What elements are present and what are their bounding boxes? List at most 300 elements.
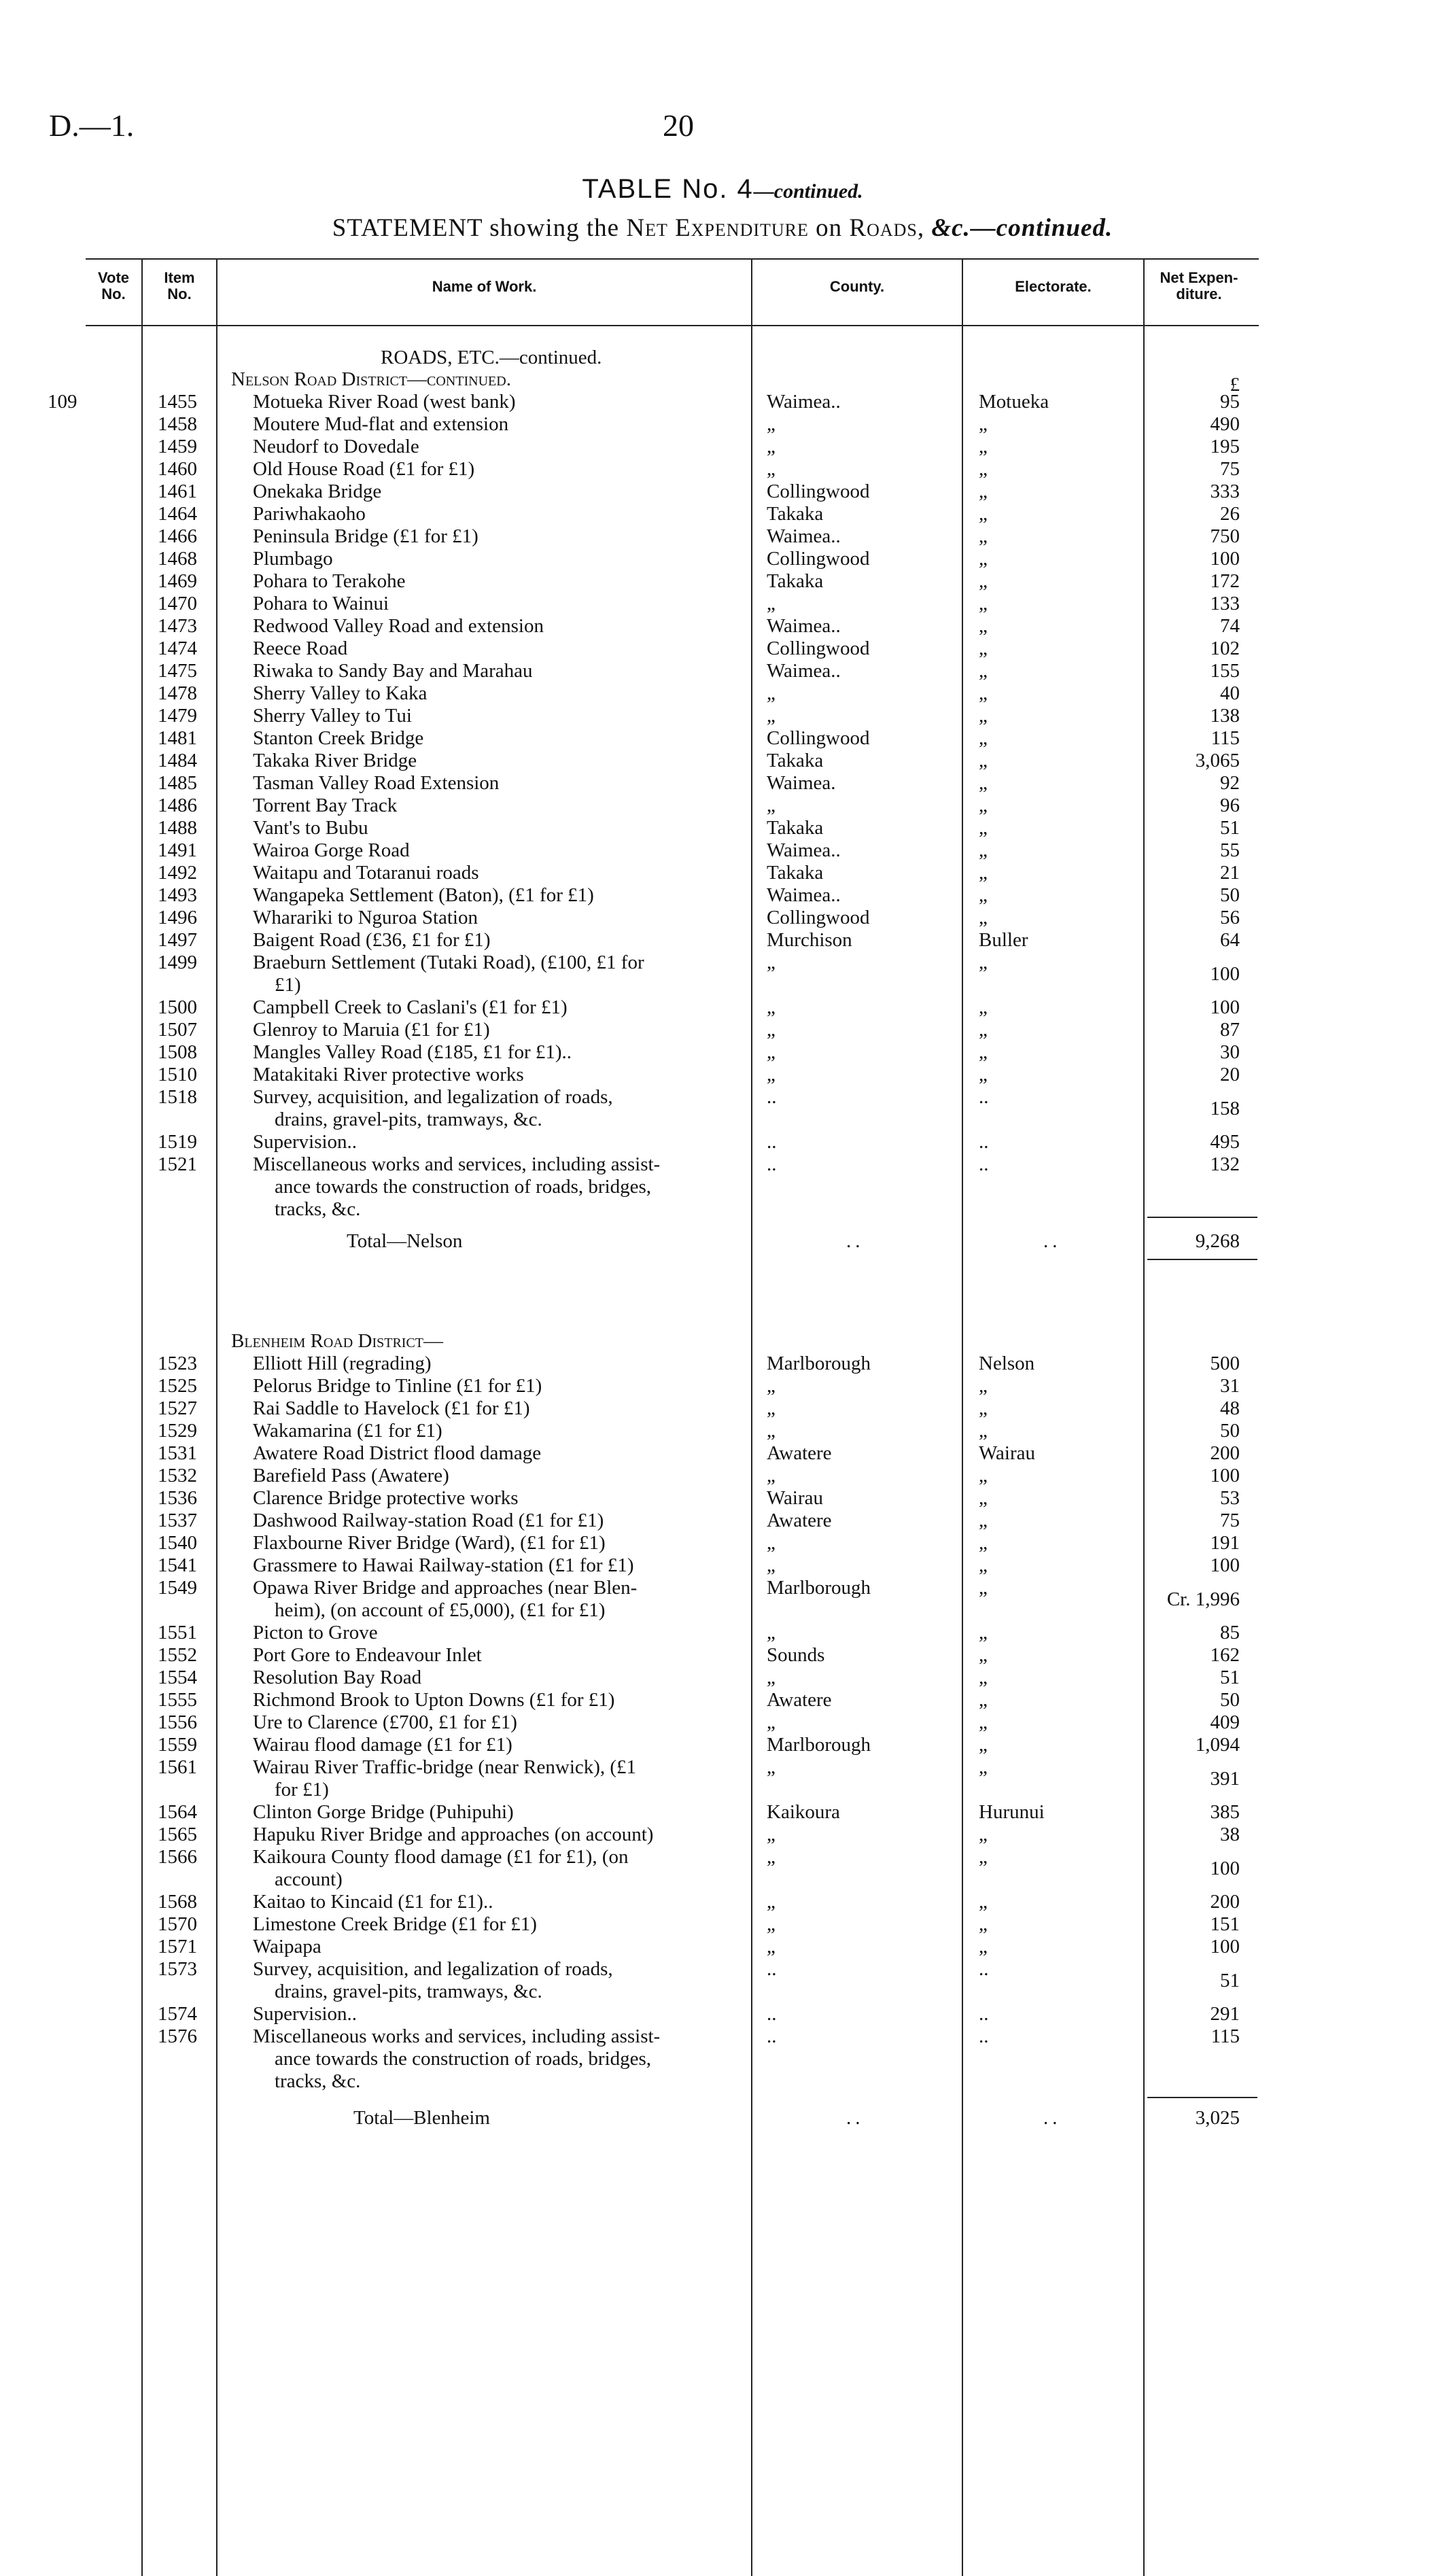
county-name: Takaka bbox=[767, 570, 824, 592]
net-expenditure: 162 bbox=[1210, 1644, 1240, 1666]
county-name: „ bbox=[767, 1913, 776, 1935]
item-number: 1475 bbox=[158, 660, 197, 682]
work-name: Sherry Valley to Tui bbox=[253, 705, 412, 727]
table-row bbox=[0, 1041, 1445, 1063]
table-row bbox=[0, 2025, 1445, 2047]
blenheim-total-value: 3,025 bbox=[1195, 2107, 1240, 2129]
county-name: .. bbox=[767, 2025, 777, 2047]
item-number: 1478 bbox=[158, 682, 197, 704]
electorate-name: „ bbox=[979, 682, 988, 704]
work-name: Resolution Bay Road bbox=[253, 1667, 422, 1688]
item-number: 1464 bbox=[158, 503, 197, 525]
table-row bbox=[0, 862, 1445, 884]
table-row bbox=[0, 1019, 1445, 1041]
net-expenditure: 85 bbox=[1220, 1622, 1240, 1643]
work-name: Port Gore to Endeavour Inlet bbox=[253, 1644, 482, 1666]
table-row bbox=[0, 1375, 1445, 1397]
statement-net-expenditure: Net Expenditure bbox=[626, 214, 809, 242]
item-number: 1468 bbox=[158, 548, 197, 570]
item-number: 1570 bbox=[158, 1913, 197, 1935]
table-row bbox=[0, 1064, 1445, 1085]
work-name: Barefield Pass (Awatere) bbox=[253, 1465, 449, 1486]
blenheim-total-elect-dots: .. bbox=[1043, 2107, 1062, 2129]
net-expenditure: 172 bbox=[1210, 570, 1240, 592]
county-name: Takaka bbox=[767, 503, 824, 525]
item-number: 1525 bbox=[158, 1375, 197, 1397]
work-name: Richmond Brook to Upton Downs (£1 for £1) bbox=[253, 1689, 615, 1711]
item-number: 1458 bbox=[158, 413, 197, 435]
net-expenditure: 20 bbox=[1220, 1064, 1240, 1085]
net-expenditure: 51 bbox=[1220, 1969, 1240, 1991]
work-name: Wairau River Traffic-bridge (near Renwick), (£1 bbox=[253, 1756, 637, 1778]
net-expenditure: 40 bbox=[1220, 682, 1240, 704]
work-name-continuation: drains, gravel-pits, tramways, &c. bbox=[275, 1981, 542, 2002]
electorate-name: „ bbox=[979, 1846, 988, 1868]
table-row bbox=[0, 952, 1445, 985]
work-name: Glenroy to Maruia (£1 for £1) bbox=[253, 1019, 490, 1041]
work-name: Supervision.. bbox=[253, 1131, 358, 1153]
electorate-name: „ bbox=[979, 638, 988, 659]
electorate-name: „ bbox=[979, 1465, 988, 1486]
electorate-name: „ bbox=[979, 1936, 988, 1957]
item-number: 1488 bbox=[158, 817, 197, 839]
electorate-name: „ bbox=[979, 1824, 988, 1845]
county-name: „ bbox=[767, 1420, 776, 1442]
table-row bbox=[0, 1824, 1445, 1845]
blenheim-total-county-dots: .. bbox=[846, 2107, 865, 2129]
electorate-name: „ bbox=[979, 1622, 988, 1643]
blenheim-total-rule bbox=[1147, 2097, 1257, 2098]
item-number: 1497 bbox=[158, 929, 197, 951]
work-name: Waipapa bbox=[253, 1936, 321, 1957]
electorate-name: „ bbox=[979, 952, 988, 973]
county-name: „ bbox=[767, 1397, 776, 1419]
col-head-electorate: Electorate. bbox=[1015, 278, 1092, 295]
work-name-continuation: for £1) bbox=[275, 1779, 329, 1800]
county-name: „ bbox=[767, 1375, 776, 1397]
work-name: Supervision.. bbox=[253, 2003, 358, 2025]
item-number: 1549 bbox=[158, 1577, 197, 1599]
county-name: Waimea.. bbox=[767, 884, 841, 906]
net-expenditure: 750 bbox=[1210, 525, 1240, 547]
electorate-name: „ bbox=[979, 817, 988, 839]
work-name: Elliott Hill (regrading) bbox=[253, 1353, 432, 1374]
work-name-continuation: ance towards the construction of roads, bridges, bbox=[275, 2048, 652, 2070]
nelson-total-bottom-rule bbox=[1147, 1259, 1257, 1260]
table-row bbox=[0, 458, 1445, 480]
county-name: „ bbox=[767, 413, 776, 435]
net-expenditure: 50 bbox=[1220, 1689, 1240, 1711]
net-expenditure: 74 bbox=[1220, 615, 1240, 637]
table-row-continuation bbox=[0, 1779, 1445, 1800]
item-number: 1565 bbox=[158, 1824, 197, 1845]
electorate-name: „ bbox=[979, 436, 988, 457]
electorate-name: Hurunui bbox=[979, 1801, 1045, 1823]
county-name: .. bbox=[767, 1153, 777, 1175]
work-name: Flaxbourne River Bridge (Ward), (£1 for £1) bbox=[253, 1532, 606, 1554]
county-name: .. bbox=[767, 1086, 777, 1108]
county-name: Takaka bbox=[767, 750, 824, 771]
table-row bbox=[0, 1086, 1445, 1119]
electorate-name: „ bbox=[979, 1891, 988, 1913]
work-name: Wakamarina (£1 for £1) bbox=[253, 1420, 442, 1442]
blenheim-total-row bbox=[0, 2107, 1445, 2129]
table-row bbox=[0, 1913, 1445, 1935]
table-row bbox=[0, 884, 1445, 906]
item-number: 1540 bbox=[158, 1532, 197, 1554]
county-name: .. bbox=[767, 1131, 777, 1153]
work-name: Wairoa Gorge Road bbox=[253, 839, 410, 861]
net-expenditure: 51 bbox=[1220, 1667, 1240, 1688]
item-number: 1554 bbox=[158, 1667, 197, 1688]
work-name: Opawa River Bridge and approaches (near Blen- bbox=[253, 1577, 638, 1599]
work-name: Wairau flood damage (£1 for £1) bbox=[253, 1734, 512, 1756]
county-name: „ bbox=[767, 1846, 776, 1868]
item-number: 1479 bbox=[158, 705, 197, 727]
work-name-continuation: tracks, &c. bbox=[275, 1198, 361, 1220]
net-expenditure: 291 bbox=[1210, 2003, 1240, 2025]
item-number: 1508 bbox=[158, 1041, 197, 1063]
table-row bbox=[0, 1465, 1445, 1486]
work-name-continuation: ance towards the construction of roads, bridges, bbox=[275, 1176, 652, 1198]
county-name: Collingwood bbox=[767, 638, 870, 659]
item-number: 1529 bbox=[158, 1420, 197, 1442]
work-name: Rai Saddle to Havelock (£1 for £1) bbox=[253, 1397, 530, 1419]
electorate-name: „ bbox=[979, 727, 988, 749]
electorate-name: „ bbox=[979, 705, 988, 727]
work-name: Miscellaneous works and services, including assist- bbox=[253, 1153, 661, 1175]
net-expenditure: 38 bbox=[1220, 1824, 1240, 1845]
electorate-name: „ bbox=[979, 907, 988, 928]
electorate-name: „ bbox=[979, 884, 988, 906]
table-row bbox=[0, 705, 1445, 727]
work-name: Survey, acquisition, and legalization of roads, bbox=[253, 1086, 613, 1108]
county-name: „ bbox=[767, 1465, 776, 1486]
electorate-name: .. bbox=[979, 1153, 989, 1175]
item-number: 1493 bbox=[158, 884, 197, 906]
work-name: Takaka River Bridge bbox=[253, 750, 417, 771]
document-reference: D.—1. bbox=[49, 108, 135, 143]
work-name: Pariwhakaoho bbox=[253, 503, 366, 525]
electorate-name: Wairau bbox=[979, 1442, 1036, 1464]
statement-lead: STATEMENT showing the bbox=[332, 214, 620, 242]
blenheim-district-heading: Blenheim Road District— bbox=[231, 1330, 443, 1352]
county-name: Waimea. bbox=[767, 772, 836, 794]
electorate-name: „ bbox=[979, 1913, 988, 1935]
item-number: 1573 bbox=[158, 1958, 197, 1980]
net-expenditure: 48 bbox=[1220, 1397, 1240, 1419]
table-row-continuation bbox=[0, 974, 1445, 996]
table-row bbox=[0, 817, 1445, 839]
net-expenditure: 100 bbox=[1210, 996, 1240, 1018]
electorate-name: „ bbox=[979, 548, 988, 570]
header-top-rule bbox=[86, 258, 1259, 260]
electorate-name: „ bbox=[979, 1532, 988, 1554]
item-number: 1518 bbox=[158, 1086, 197, 1108]
net-expenditure: 92 bbox=[1220, 772, 1240, 794]
net-expenditure: 100 bbox=[1210, 548, 1240, 570]
work-name: Miscellaneous works and services, including assist- bbox=[253, 2025, 661, 2047]
electorate-name: „ bbox=[979, 660, 988, 682]
electorate-name: Nelson bbox=[979, 1353, 1035, 1374]
work-name: Onekaka Bridge bbox=[253, 481, 382, 502]
county-name: Marlborough bbox=[767, 1734, 871, 1756]
header-bottom-rule bbox=[86, 325, 1259, 326]
table-row-continuation bbox=[0, 2048, 1445, 2070]
electorate-name: „ bbox=[979, 1510, 988, 1531]
county-name: „ bbox=[767, 1667, 776, 1688]
electorate-name: „ bbox=[979, 593, 988, 614]
work-name: Braeburn Settlement (Tutaki Road), (£100, £1 for bbox=[253, 952, 644, 973]
net-expenditure: 133 bbox=[1210, 593, 1240, 614]
county-name: „ bbox=[767, 1554, 776, 1576]
item-number: 1537 bbox=[158, 1510, 197, 1531]
electorate-name: „ bbox=[979, 1667, 988, 1688]
item-number: 1541 bbox=[158, 1554, 197, 1576]
net-expenditure: 100 bbox=[1210, 962, 1240, 985]
statement-roads: Roads, bbox=[849, 214, 925, 242]
blenheim-total-label: Total—Blenheim bbox=[353, 2107, 490, 2129]
work-name: Awatere Road District flood damage bbox=[253, 1442, 542, 1464]
net-expenditure: 96 bbox=[1220, 795, 1240, 816]
electorate-name: „ bbox=[979, 615, 988, 637]
item-number: 1510 bbox=[158, 1064, 197, 1085]
county-name: „ bbox=[767, 795, 776, 816]
work-name: Pohara to Terakohe bbox=[253, 570, 406, 592]
county-name: „ bbox=[767, 1936, 776, 1957]
item-number: 1531 bbox=[158, 1442, 197, 1464]
table-row bbox=[0, 638, 1445, 659]
work-name: Limestone Creek Bridge (£1 for £1) bbox=[253, 1913, 537, 1935]
electorate-name: „ bbox=[979, 839, 988, 861]
col-head-vote: Vote No. bbox=[97, 269, 130, 302]
table-row bbox=[0, 839, 1445, 861]
item-number: 1455 bbox=[158, 391, 197, 413]
work-name: Campbell Creek to Caslani's (£1 for £1) bbox=[253, 996, 568, 1018]
net-expenditure: 132 bbox=[1210, 1153, 1240, 1175]
net-expenditure: 151 bbox=[1210, 1913, 1240, 1935]
item-number: 1466 bbox=[158, 525, 197, 547]
net-expenditure: 100 bbox=[1210, 1936, 1240, 1957]
work-name: Waitapu and Totaranui roads bbox=[253, 862, 479, 884]
table-row bbox=[0, 1622, 1445, 1643]
county-name: „ bbox=[767, 705, 776, 727]
net-expenditure: 138 bbox=[1210, 705, 1240, 727]
item-number: 1496 bbox=[158, 907, 197, 928]
work-name: Stanton Creek Bridge bbox=[253, 727, 424, 749]
work-name: Reece Road bbox=[253, 638, 348, 659]
net-expenditure: 30 bbox=[1220, 1041, 1240, 1063]
table-row bbox=[0, 795, 1445, 816]
county-name: „ bbox=[767, 1711, 776, 1733]
county-name: Marlborough bbox=[767, 1353, 871, 1374]
net-expenditure: 191 bbox=[1210, 1532, 1240, 1554]
item-number: 1552 bbox=[158, 1644, 197, 1666]
table-title bbox=[0, 174, 1445, 205]
county-name: „ bbox=[767, 436, 776, 457]
item-number: 1527 bbox=[158, 1397, 197, 1419]
col-head-expenditure: Net Expen- diture. bbox=[1160, 269, 1238, 302]
table-row bbox=[0, 1532, 1445, 1554]
net-expenditure: 26 bbox=[1220, 503, 1240, 525]
work-name: Motueka River Road (west bank) bbox=[253, 391, 516, 413]
net-expenditure: 200 bbox=[1210, 1442, 1240, 1464]
net-expenditure: Cr. 1,996 bbox=[1166, 1588, 1240, 1610]
net-expenditure: 21 bbox=[1220, 862, 1240, 884]
electorate-name: „ bbox=[979, 862, 988, 884]
work-name: Dashwood Railway-station Road (£1 for £1) bbox=[253, 1510, 604, 1531]
net-expenditure: 75 bbox=[1220, 458, 1240, 480]
county-name: Takaka bbox=[767, 817, 824, 839]
net-expenditure: 500 bbox=[1210, 1353, 1240, 1374]
currency-symbol: £ bbox=[1230, 374, 1240, 396]
net-expenditure: 100 bbox=[1210, 1465, 1240, 1486]
electorate-name: „ bbox=[979, 1711, 988, 1733]
item-number: 1484 bbox=[158, 750, 197, 771]
item-number: 1571 bbox=[158, 1936, 197, 1957]
item-number: 1500 bbox=[158, 996, 197, 1018]
net-expenditure: 56 bbox=[1220, 907, 1240, 928]
county-name: „ bbox=[767, 682, 776, 704]
item-number: 1568 bbox=[158, 1891, 197, 1913]
net-expenditure: 391 bbox=[1210, 1767, 1240, 1790]
electorate-name: .. bbox=[979, 1086, 989, 1108]
net-expenditure: 115 bbox=[1211, 2025, 1240, 2047]
work-name: Neudorf to Dovedale bbox=[253, 436, 419, 457]
net-expenditure: 100 bbox=[1210, 1554, 1240, 1576]
work-name: Clarence Bridge protective works bbox=[253, 1487, 519, 1509]
nelson-total-label: Total—Nelson bbox=[347, 1230, 463, 1252]
table-row bbox=[0, 727, 1445, 749]
table-row bbox=[0, 1801, 1445, 1823]
table-row bbox=[0, 1958, 1445, 1991]
electorate-name: Motueka bbox=[979, 391, 1049, 413]
item-number: 1521 bbox=[158, 1153, 197, 1175]
county-name: Marlborough bbox=[767, 1577, 871, 1599]
table-row bbox=[0, 1153, 1445, 1175]
electorate-name: „ bbox=[979, 525, 988, 547]
electorate-name: .. bbox=[979, 2025, 989, 2047]
table-row bbox=[0, 1891, 1445, 1913]
electorate-name: „ bbox=[979, 503, 988, 525]
electorate-name: „ bbox=[979, 458, 988, 480]
county-name: „ bbox=[767, 1622, 776, 1643]
electorate-name: „ bbox=[979, 750, 988, 771]
electorate-name: „ bbox=[979, 1644, 988, 1666]
county-name: Awatere bbox=[767, 1689, 832, 1711]
net-expenditure: 333 bbox=[1210, 481, 1240, 502]
work-name: Kaitao to Kincaid (£1 for £1).. bbox=[253, 1891, 493, 1913]
table-row-continuation bbox=[0, 1109, 1445, 1130]
table-title-suffix: —continued. bbox=[753, 180, 863, 203]
county-name: „ bbox=[767, 1891, 776, 1913]
electorate-name: „ bbox=[979, 1019, 988, 1041]
electorate-name: „ bbox=[979, 1397, 988, 1419]
county-name: Waimea.. bbox=[767, 391, 841, 413]
net-expenditure: 490 bbox=[1210, 413, 1240, 435]
net-expenditure: 195 bbox=[1210, 436, 1240, 457]
statement-on: on bbox=[816, 214, 843, 242]
county-name: .. bbox=[767, 1958, 777, 1980]
work-name: Plumbago bbox=[253, 548, 333, 570]
table-row bbox=[0, 1936, 1445, 1957]
electorate-name: „ bbox=[979, 413, 988, 435]
electorate-name: „ bbox=[979, 1554, 988, 1576]
net-expenditure: 64 bbox=[1220, 929, 1240, 951]
vote-number: 109 bbox=[48, 391, 77, 413]
net-expenditure: 95 bbox=[1220, 391, 1240, 413]
work-name: Baigent Road (£36, £1 for £1) bbox=[253, 929, 491, 951]
item-number: 1470 bbox=[158, 593, 197, 614]
county-name: Collingwood bbox=[767, 907, 870, 928]
item-number: 1486 bbox=[158, 795, 197, 816]
work-name: Mangles Valley Road (£185, £1 for £1).. bbox=[253, 1041, 572, 1063]
county-name: Murchison bbox=[767, 929, 852, 951]
net-expenditure: 31 bbox=[1220, 1375, 1240, 1397]
nelson-total-elect-dots: .. bbox=[1043, 1230, 1062, 1252]
work-name: Wangapeka Settlement (Baton), (£1 for £1) bbox=[253, 884, 594, 906]
item-number: 1499 bbox=[158, 952, 197, 973]
work-name: Redwood Valley Road and extension bbox=[253, 615, 544, 637]
net-expenditure: 51 bbox=[1220, 817, 1240, 839]
item-number: 1474 bbox=[158, 638, 197, 659]
work-name: Vant's to Bubu bbox=[253, 817, 368, 839]
item-number: 1481 bbox=[158, 727, 197, 749]
table-row bbox=[0, 1667, 1445, 1688]
table-row bbox=[0, 1510, 1445, 1531]
table-row-continuation bbox=[0, 2070, 1445, 2092]
item-number: 1556 bbox=[158, 1711, 197, 1733]
work-name: Picton to Grove bbox=[253, 1622, 378, 1643]
table-title-text: TABLE No. 4 bbox=[582, 174, 754, 204]
county-name: „ bbox=[767, 458, 776, 480]
table-row bbox=[0, 413, 1445, 435]
section-title-row bbox=[0, 347, 1445, 368]
net-expenditure: 87 bbox=[1220, 1019, 1240, 1041]
item-number: 1564 bbox=[158, 1801, 197, 1823]
electorate-name: „ bbox=[979, 1420, 988, 1442]
work-name: Grassmere to Hawai Railway-station (£1 for £1) bbox=[253, 1554, 634, 1576]
item-number: 1561 bbox=[158, 1756, 197, 1778]
table-row-continuation bbox=[0, 1868, 1445, 1890]
statement-tail: &c.—continued. bbox=[931, 214, 1113, 242]
net-expenditure: 55 bbox=[1220, 839, 1240, 861]
table-row bbox=[0, 750, 1445, 771]
county-name: Wairau bbox=[767, 1487, 824, 1509]
statement-title bbox=[0, 213, 1445, 243]
col-head-county: County. bbox=[829, 278, 885, 295]
county-name: „ bbox=[767, 593, 776, 614]
col-head-item: Item No. bbox=[164, 269, 195, 302]
item-number: 1566 bbox=[158, 1846, 197, 1868]
item-number: 1536 bbox=[158, 1487, 197, 1509]
county-name: „ bbox=[767, 1756, 776, 1778]
county-name: „ bbox=[767, 952, 776, 973]
net-expenditure: 3,065 bbox=[1195, 750, 1240, 771]
net-expenditure: 409 bbox=[1210, 1711, 1240, 1733]
table-row bbox=[0, 436, 1445, 457]
county-name: .. bbox=[767, 2003, 777, 2025]
item-number: 1551 bbox=[158, 1622, 197, 1643]
work-name-continuation: drains, gravel-pits, tramways, &c. bbox=[275, 1109, 542, 1130]
table-row bbox=[0, 391, 1445, 413]
net-expenditure: 115 bbox=[1211, 727, 1240, 749]
electorate-name: „ bbox=[979, 1689, 988, 1711]
county-name: Waimea.. bbox=[767, 660, 841, 682]
electorate-name: „ bbox=[979, 570, 988, 592]
table-row bbox=[0, 929, 1445, 951]
item-number: 1485 bbox=[158, 772, 197, 794]
